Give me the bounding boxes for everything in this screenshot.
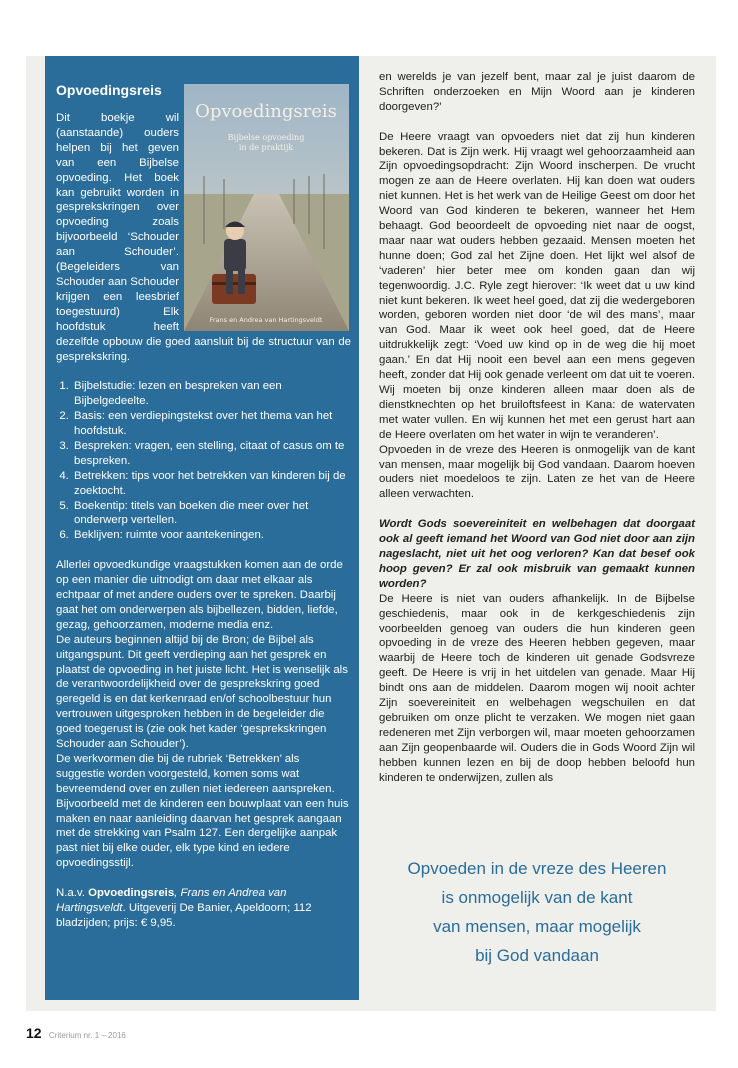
box-intro: [56, 111, 351, 364]
reference-prefix: N.a.v.: [56, 887, 89, 900]
book-reference: [56, 886, 351, 931]
box-paragraph: De auteurs beginnen altijd bij de Bron; de Bijbel als uitgangspunt. Dit geeft verdieping aan het gesprek en plaatst de opvoeding in het juiste licht. Het is wenselijk als de verantwoordelijkheid over de gesprekskring goed geregeld is en dat kerkenraad en/of schoolbestuur hun vertrouwen uitgesproken hebben in de begeleider die goed toegerust is (zie ook het kader ‘gesprekskringen Schouder aan Schouder’).: [56, 633, 348, 751]
list-item: 6. Beklijven: ruimte voor aantekeningen.: [72, 528, 351, 543]
pull-quote-line: is onmogelijk van de kant: [441, 888, 633, 907]
article-paragraph: De Heere is niet van ouders afhankelijk. In de Bijbelse geschiedenis, maar ook in de kerkgeschiedenis zijn voorbeelden genoeg van ouders die hun kinderen geen opvoeding in de vreze des Heeren hebben gegeven, maar waarbij de Heere toch de kinderen uit genade Godsvreze geeft. De Heere is vrij in het uitdelen van genade. Maar Hij bindt ons aan de middelen. Daarom mogen wij nooit achter Zijn soevereiniteit en welbehagen wegschuilen en dat gebruiken om onze plicht te verzaken. We mogen niet gaan redeneren met Zijn verborgen wil, maar moeten gehoorzamen aan Zijn geopenbaarde wil. Ouders die in Gods Woord Zijn wil hebben kunnen lezen en bij de doop hebben beloofd hun kinderen te onderwijzen, zullen als: [379, 592, 695, 784]
list-item: 3. Bespreken: vragen, een stelling, citaat of casus om te bespreken.: [72, 439, 351, 469]
box-paragraph: De werkvormen die bij de rubriek ‘Betrekken’ als suggestie worden voorgesteld, komen soms wat bevreemdend over en zullen niet iedereen aanspreken. Bijvoorbeeld met de kinderen een bouwplaat van een huis maken en naar aanleiding daarvan het gesprek aangaan met de strekking van Psalm 127. Een dergelijke aanpak past niet bij elke ouder, elk type kind en iedere opvoedingsstijl.: [56, 752, 349, 870]
chapter-structure-list: [56, 379, 351, 543]
cover-subtitle-line2: in de praktijk: [238, 143, 294, 152]
page-number: 12: [26, 1025, 42, 1041]
list-item: 2. Basis: een verdiepingstekst over het thema van het hoofdstuk.: [72, 409, 351, 439]
article-paragraph: Opvoeden in de vreze des Heeren is onmogelijk van de kant van mensen, maar mogelijk bij God vandaan. Daarom hoeven ouders niet moedeloos te zijn. Laten ze het van de Heere alleen verwachten.: [379, 443, 695, 501]
interview-question: Wordt Gods soevereiniteit en welbehagen dat doorgaat ook al geeft iemand het Woord van God niet door aan zijn nageslacht, niet uit het oog verloren? Kan dat besef ook hoop geven? Er zal ook misbruik van gemaakt kunnen worden?: [379, 518, 695, 590]
list-item: 4. Betrekken: tips voor het betrekken van kinderen bij de zoektocht.: [72, 469, 351, 499]
box-title: Opvoedingsreis: [56, 82, 162, 98]
cover-subtitle-line1: Bijbelse opvoeding: [227, 133, 305, 142]
reference-publisher: . Uitgeverij De Banier, Apeldoorn; 112 bladzijden; prijs: € 9,95.: [56, 901, 312, 929]
article-paragraph: en werelds je van jezelf bent, maar zal je juist daarom de Schriften onderzoeken en Mijn Woord aan je kinderen doorgeven?’: [379, 71, 695, 113]
cover-authors: Frans en Andrea van Hartingsveldt: [209, 316, 323, 324]
list-item: 5. Boekentip: titels van boeken die meer over het onderwerp vertellen.: [72, 499, 351, 529]
pull-quote-line: van mensen, maar mogelijk: [433, 917, 641, 936]
list-item: 1. Bijbelstudie: lezen en bespreken van een Bijbelgedeelte.: [72, 379, 351, 409]
article-paragraph: De Heere vraagt van opvoeders niet dat zij hun kinderen bekeren. Dat is Zijn werk. Hij vraagt wel gehoorzaamheid aan Zijn opvoedingsopdracht: Zijn Woord inscherpen. De vrucht mogen ze aan de Heere overlaten. Hij kan doen wat ouders niet kunnen. Het is het werk van de Heilige Geest om door het Woord van God kinderen te bekeren, wanneer het Hem behaagt. God beoordeelt de opvoeding niet naar de oogst, maar naar wat ouders hebben gezaaid. Mensen moeten het hunne doen; God zal het Zijne doen. Het lijkt wel alsof de ‘vaderen’ hier beter mee om konden gaan dan wij tegenwoordig. J.C. Ryle zegt hierover: ‘Ik weet dat u uw kind niet kunt bekeren. Ik weet heel goed, dat zij die wedergeboren worden, geboren worden niet door ‘de wil des mans’, maar van God. Maar ik weet ook heel goed, dat de Heere uitdrukkelijk zegt: ‘Voed uw kind op in de weg die hij moet gaan.’ En dat Hij nooit een bevel aan een mens gegeven heeft, zonder dat Hij ook genade verleent om dat uit te voeren. Wij moeten bij onze kinderen alleen maar doen als de dienstknechten op het bruiloftsfeest in Kana: de watervaten met water vullen. En wij kunnen het met een gerust hart aan de Heere overlaten om het water in wijn te veranderen’.: [379, 130, 695, 441]
pull-quote: [379, 854, 695, 970]
reference-authors: , Frans en Andrea van Hartingsveldt: [56, 887, 287, 914]
book-review-text: [56, 81, 351, 931]
page-footer: [26, 1025, 126, 1041]
pull-quote-line: bij God vandaan: [475, 946, 599, 965]
reference-title: Opvoedingsreis: [88, 887, 175, 900]
cover-title: Opvoedingsreis: [195, 101, 337, 122]
journal-issue: Criterium nr. 1 – 2016: [48, 1031, 126, 1040]
box-intro-text: Dit boekje wil (aanstaande) ouders helpen bij het geven van een Bijbelse opvoeding. Het boek kan gebruikt worden in gesprekskringen over opvoeding zoals bijvoorbeeld ‘Schouder aan Schouder’. (Begeleiders van Schouder aan Schouder krijgen een leesbrief toegestuurd) Elk hoofdstuk heeft dezelfde opbouw die goed aansluit bij de structuur van de gesprekskring.: [56, 112, 351, 363]
box-paragraph: Allerlei opvoedkundige vraagstukken komen aan de orde op een manier die uitnodigt om daar met elkaar als echtpaar of met andere ouders over te spreken. Daarbij gaat het om onderwerpen als bijbellezen, bidden, liefde, gezag, gehoorzamen, moderne media enz.: [56, 559, 343, 631]
article-column: [379, 70, 695, 785]
pull-quote-line: Opvoeden in de vreze des Heeren: [407, 859, 667, 878]
